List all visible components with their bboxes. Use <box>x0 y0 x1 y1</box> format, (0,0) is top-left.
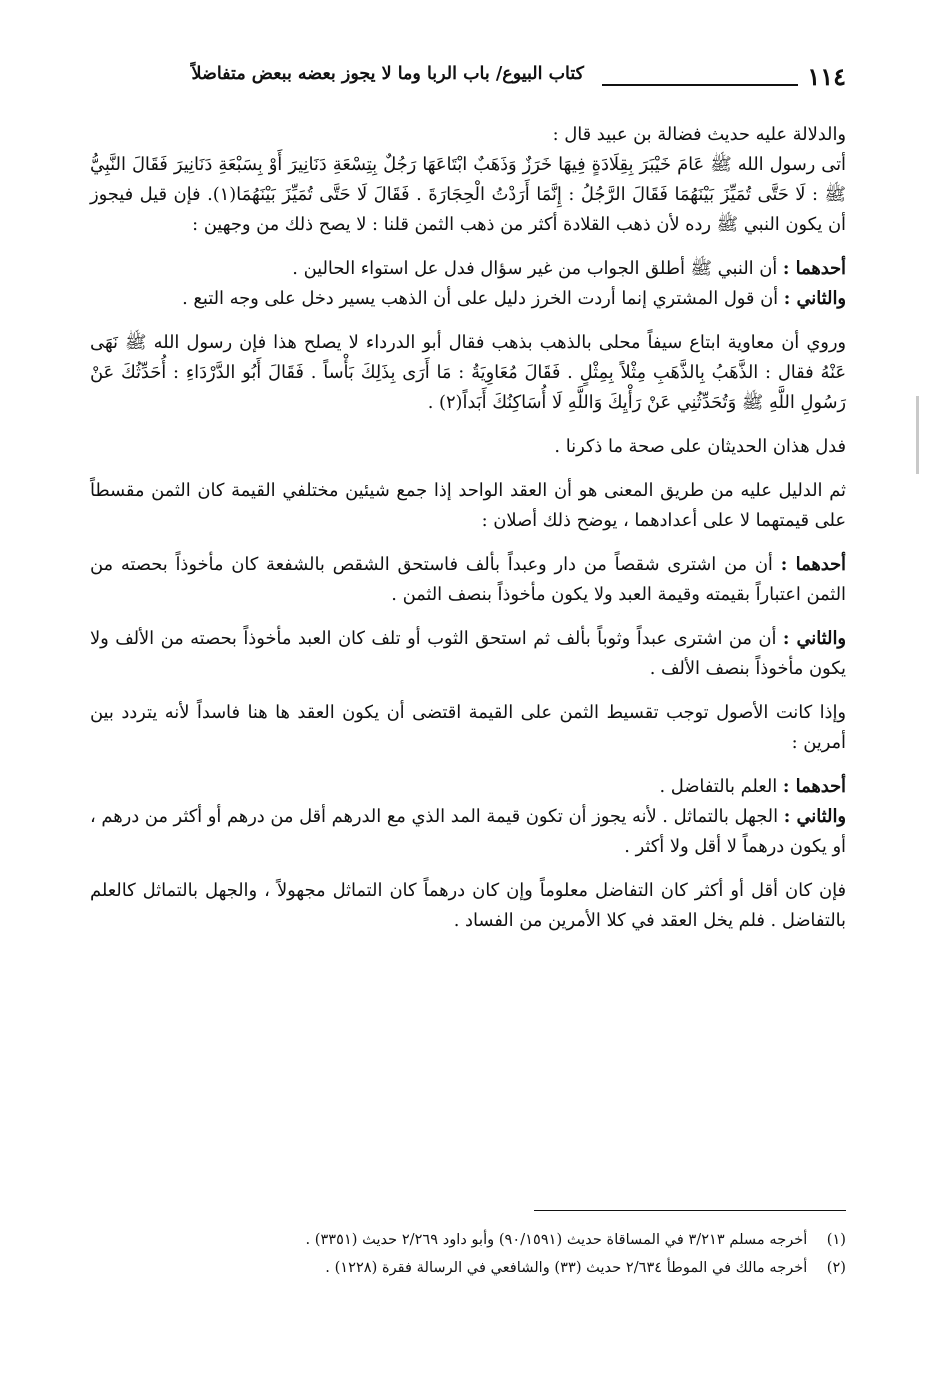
paragraph-label: والثاني : <box>782 628 846 649</box>
paragraph-label: والثاني : <box>783 288 846 309</box>
footnote-text: أخرجه مسلم ٣/٢١٣ في المساقاة حديث (٩٠/١٥٩١) وأبو داود ٢/٢٦٩ حديث (٣٣٥١) . <box>305 1231 808 1248</box>
paragraph-label: أحدهما : <box>780 554 846 575</box>
main-text <box>90 120 846 936</box>
paragraph-two-matters <box>90 698 846 758</box>
header-rule <box>602 84 798 86</box>
footnote-text: أخرجه مالك في الموطأ ٢/٦٣٤ حديث (٣٣) والشافعي في الرسالة فقرة (١٢٢٨) . <box>325 1259 808 1276</box>
paragraph-text: فدل هذان الحديثان على صحة ما ذكرنا . <box>554 436 846 457</box>
paragraph-label: والثاني : <box>783 806 846 827</box>
paragraph-hadith-fadala <box>90 150 846 240</box>
paragraph-second-reason <box>90 284 846 314</box>
paragraph-label: أحدهما : <box>782 258 846 279</box>
scan-edge-mark <box>916 396 919 474</box>
paragraph-first-principle <box>90 550 846 610</box>
paragraph-text: أتى رسول الله ﷺ عَامَ خَيْبَرَ بِقِلَادَةٍ فِيهَا خَرَزٌ وَذَهَبٌ ابْتَاعَهَا رَجُلٌ بِتِسْعَةِ دَنَانِيرَ أَوْ بِسَبْعَةِ دَنَانِيرَ فَقَالَ النَّبِيُّ ﷺ : لَا حَتَّى تُمَيِّزَ بَيْنَهُمَا فَقَالَ الرَّجُلُ : إِنَّمَا أَرَدْتُ الْحِجَارَةَ . فَقَالَ لَا حَتَّى تُمَيِّزَ بَيْنَهُمَا(١). فإن قيل فيجوز أن يكون النبي ﷺ رده لأن ذهب القلادة أكثر من ذهب الثمن قلنا : لا يصح ذلك من وجهين : <box>90 154 846 235</box>
paragraph-text: فإن كان أقل أو أكثر كان التفاضل معلوماً وإن كان درهماً كان التماثل مجهولاً ، والجهل بالتماثل كالعلم بالتفاضل . فلم يخل العقد في كلا الأمرين من الفساد . <box>90 880 846 931</box>
paragraph-final <box>90 876 846 936</box>
paragraph-text: وإذا كانت الأصول توجب تقسيط الثمن على القيمة اقتضى أن يكون العقد ها هنا فاسداً لأنه يتردد بين أمرين : <box>90 702 846 753</box>
running-title: كتاب البيوع/ باب الربا وما لا يجوز بعضه ببعض متفاضلاً <box>191 64 584 84</box>
paragraph-text: الجهل بالتماثل . لأنه يجوز أن تكون قيمة المد الذي مع الدرهم أقل من درهم أو أكثر من درهم ، أو يكون درهماً لا أقل ولا أكثر . <box>90 806 846 857</box>
page-number: ١١٤ <box>807 62 846 91</box>
paragraph-first-matter <box>90 772 846 802</box>
paragraph-text: أن قول المشتري إنما أردت الخرز دليل على أن الذهب يسير دخل على وجه التبع . <box>182 288 779 309</box>
footnote-number: (٢) <box>826 1259 846 1276</box>
paragraph-text: أن من اشترى عبداً وثوباً بألف ثم استحق الثوب أو تلف كان العبد مأخوذاً بحصته من الألف ولا يكون مأخوذاً بنصف الألف . <box>90 628 846 679</box>
paragraph-text: وروي أن معاوية ابتاع سيفاً محلى بالذهب بذهب فقال أبو الدرداء لا يصلح هذا فإن رسول الله ﷺ نَهَى عَنْهُ فقال : الذَّهَبُ بِالذَّهَبِ مِثْلاً بِمِثْلٍ . فَقَالَ مُعَاوِيَةُ : مَا أَرَى بِذَلِكَ بَأْساً . فَقَالَ أَبُو الدَّرْدَاءِ : أُحَدِّثُكَ عَنْ رَسُولِ اللَّهِ ﷺ وَتُحَدِّثُنِي عَنْ رَأْيِكَ وَاللَّهِ لَا أُسَاكِنُكَ أَبَداً(٢) . <box>90 332 846 413</box>
paragraph-label: أحدهما : <box>782 776 846 797</box>
footnote-item <box>90 1226 846 1254</box>
paragraph-meaning-argument <box>90 476 846 536</box>
footnote-number: (١) <box>826 1231 846 1248</box>
footnote-item <box>90 1254 846 1282</box>
paragraph-first-reason <box>90 254 846 284</box>
paragraph-text: أن النبي ﷺ أطلق الجواب من غير سؤال فدل عل استواء الحالين . <box>292 258 778 279</box>
paragraph-text: أن من اشترى شقصاً من دار وعبداً بألف فاستحق الشقص بالشفعة كان مأخوذاً بحصته من الثمن اعتباراً بقيمته وقيمة العبد ولا يكون مأخوذاً بنصف الثمن . <box>90 554 846 605</box>
paragraph-conclusion <box>90 432 846 462</box>
paragraph-muawiya-narration <box>90 328 846 418</box>
paragraph-second-matter <box>90 802 846 862</box>
footnote-separator <box>534 1210 846 1211</box>
paragraph-intro <box>90 120 846 150</box>
footnotes <box>90 1226 846 1282</box>
running-header <box>86 58 846 98</box>
paragraph-text: العلم بالتفاضل . <box>659 776 778 797</box>
paragraph-text: والدلالة عليه حديث فضالة بن عبيد قال : <box>552 124 846 145</box>
paragraph-text: ثم الدليل عليه من طريق المعنى هو أن العقد الواحد إذا جمع شيئين مختلفي القيمة كان الثمن مقسطاً على قيمتهما لا على أعدادهما ، يوضح ذلك أصلان : <box>90 480 846 531</box>
paragraph-second-principle <box>90 624 846 684</box>
